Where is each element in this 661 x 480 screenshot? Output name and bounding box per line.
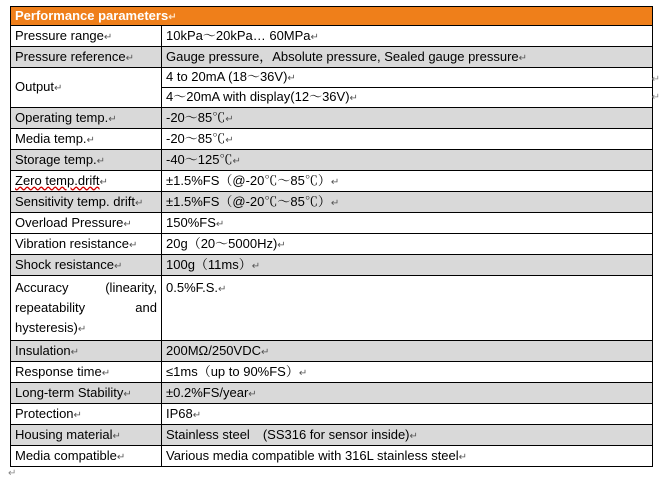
row-end-mark: ↵ — [651, 74, 660, 85]
paragraph-mark: ↵ — [168, 12, 177, 23]
row-value: 4 to 20mA (18～36V)↵ — [162, 68, 653, 88]
row-label: Media compatible↵ — [11, 446, 162, 467]
table-row — [11, 446, 653, 467]
row-value: Various media compatible with 316L stainless steel↵ — [162, 446, 653, 467]
row-label: Housing material↵ — [11, 425, 162, 446]
performance-parameters-table — [10, 6, 653, 467]
table-row — [11, 276, 653, 341]
row-end-mark: ↵ — [651, 92, 660, 103]
row-label: Protection↵ — [11, 404, 162, 425]
table-row — [11, 213, 653, 234]
row-value: 0.5%F.S.↵ — [162, 276, 653, 341]
row-value: 100g（11ms）↵ — [162, 255, 653, 276]
row-value: Stainless steel (SS316 for sensor inside)↵ — [162, 425, 653, 446]
table-row — [11, 255, 653, 276]
paragraph-end-mark: ↵ — [8, 468, 17, 479]
row-label: Response time↵ — [11, 362, 162, 383]
table-row — [11, 425, 653, 446]
row-value: IP68↵ — [162, 404, 653, 425]
row-label: Shock resistance↵ — [11, 255, 162, 276]
row-label: Overload Pressure↵ — [11, 213, 162, 234]
table-header — [10, 6, 653, 25]
row-value: 20g（20～5000Hz)↵ — [162, 234, 653, 255]
row-label: Sensitivity temp. drift↵ — [11, 192, 162, 213]
table-row — [11, 192, 653, 213]
table-row — [11, 150, 653, 171]
table-row — [11, 234, 653, 255]
table-row — [11, 383, 653, 404]
table-row — [11, 47, 653, 68]
row-value: Gauge pressure，Absolute pressure, Sealed gauge pressure↵ — [162, 47, 653, 68]
row-value: 200MΩ/250VDC↵ — [162, 341, 653, 362]
row-label: Pressure reference↵ — [11, 47, 162, 68]
row-label: Zero temp.drift↵ — [11, 171, 162, 192]
row-label: Long-term Stability↵ — [11, 383, 162, 404]
row-value: 10kPa～20kPa… 60MPa↵ — [162, 26, 653, 47]
row-value: 150%FS↵ — [162, 213, 653, 234]
table-row — [11, 171, 653, 192]
row-label: Pressure range↵ — [11, 26, 162, 47]
row-value: ±0.2%FS/year↵ — [162, 383, 653, 404]
table-row — [11, 68, 653, 88]
table-row — [11, 129, 653, 150]
table-row — [11, 404, 653, 425]
row-value: -20～85℃↵ — [162, 108, 653, 129]
table-row — [11, 362, 653, 383]
row-value: -40～125℃↵ — [162, 150, 653, 171]
row-label: Output↵ — [11, 68, 162, 108]
row-label: Accuracy (linearity, repeatability and hysteresis)↵ — [11, 276, 162, 341]
row-label: Storage temp.↵ — [11, 150, 162, 171]
row-value: ±1.5%FS（@-20℃～85℃）↵ — [162, 171, 653, 192]
row-label: Insulation↵ — [11, 341, 162, 362]
table-row — [11, 341, 653, 362]
row-value: ±1.5%FS（@-20℃～85℃）↵ — [162, 192, 653, 213]
row-value: -20～85℃↵ — [162, 129, 653, 150]
table-row — [11, 108, 653, 129]
row-label: Operating temp.↵ — [11, 108, 162, 129]
row-value: 4～20mA with display(12～36V)↵ — [162, 88, 653, 108]
parameters-grid — [10, 25, 653, 467]
row-label: Media temp.↵ — [11, 129, 162, 150]
row-label: Vibration resistance↵ — [11, 234, 162, 255]
table-row — [11, 26, 653, 47]
row-value: ≤1ms（up to 90%FS）↵ — [162, 362, 653, 383]
header-title: Performance parameters — [15, 8, 169, 23]
